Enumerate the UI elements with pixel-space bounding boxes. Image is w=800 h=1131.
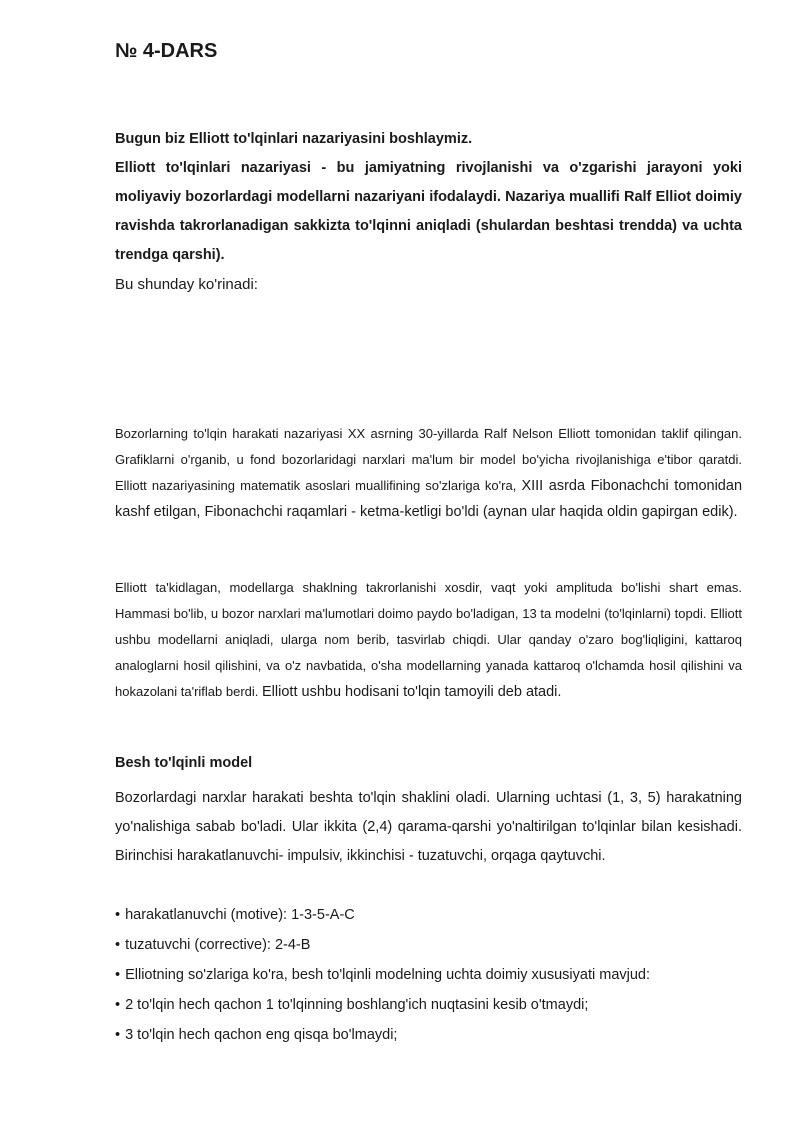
bullet-icon: • xyxy=(115,997,121,1013)
intro-block xyxy=(115,125,742,299)
theory-text-emphasis: XIII asrda Fibonachchi tomonidan kashf etilgan, Fibonachchi raqamlari - ketma-ketligi bo'ldi (aynan ular haqida oldin gapirgan edik). xyxy=(115,478,743,520)
intro-line-1: Bugun biz Elliott to'lqinlari nazariyasini boshlaymiz. xyxy=(115,131,473,147)
models-text-emphasis: Elliott ushbu hodisani to'lqin tamoyili deb atadi. xyxy=(262,684,562,700)
list-item-text: tuzatuvchi (corrective): 2-4-B xyxy=(125,937,311,953)
list-item-text: Elliotning so'zlariga ko'ra, besh to'lqinli modelning uchta doimiy xususiyati mavjud: xyxy=(125,967,651,983)
list-item xyxy=(115,990,742,1020)
bullet-icon: • xyxy=(115,907,121,923)
models-text: Elliott ta'kidlagan, modellarga shaklning takrorlanishi xosdir, vaqt yoki amplituda bo'lishi shart emas. Hammasi bo'lib, u bozor narxlari ma'lumotlari doimo paydo bo'ladigan, 13 ta modelni (to'lqinlarni) topdi. Elliott ushbu modellarni aniqladi, ularga nom berib, tasvirlab chiqdi. Ular qanday o'zaro bog'liqligini, kattaroq analoglarni hosil qilishini, va o'z navbatida, o'sha modellarning yanada kattaroq o'lchamda hosil qilishini va hokazolani ta'riflab berdi. xyxy=(115,580,742,699)
page-title: № 4-DARS xyxy=(115,40,218,62)
bullet-icon: • xyxy=(115,1027,121,1043)
list-item-text: 2 to'lqin hech qachon 1 to'lqinning boshlang'ich nuqtasini kesib o'tmaydi; xyxy=(125,997,589,1013)
list-item xyxy=(115,1020,742,1050)
section-heading: Besh to'lqinli model xyxy=(115,755,253,771)
theory-text: Bozorlarning to'lqin harakati nazariyasi XX asrning 30-yillarda Ralf Nelson Elliott tomonidan taklif qilingan. Grafiklarni o'rganib, u fond bozorlaridagi narxlari ma'lum bir model bo'yicha rivojlanishiga e'tibor qaratdi. Elliott nazariyasining matematik asoslari muallifining so'zlariga ko'ra, xyxy=(115,426,742,493)
bullet-list xyxy=(115,900,742,1050)
bullet-icon: • xyxy=(115,937,121,953)
list-item xyxy=(115,900,742,930)
models-paragraph xyxy=(115,575,742,705)
list-item xyxy=(115,960,742,990)
intro-line-3: Bu shunday ko'rinadi: xyxy=(115,276,258,293)
intro-line-2: Elliott to'lqinlari nazariyasi - bu jamiyatning rivojlanishi va o'zgarishi jarayoni yoki moliyaviy bozorlardagi modellarni nazariyani ifodalaydi. Nazariya muallifi Ralf Elliot doimiy ravishda takrorlanadigan sakkizta to'lqinni aniqladi (shulardan beshtasi trendda) va uchta trendga qarshi). xyxy=(115,160,742,263)
list-item-text: harakatlanuvchi (motive): 1-3-5-A-C xyxy=(125,907,355,923)
theory-paragraph xyxy=(115,421,742,525)
list-item-text: 3 to'lqin hech qachon eng qisqa bo'lmaydi; xyxy=(125,1027,398,1043)
bullet-icon: • xyxy=(115,967,121,983)
five-wave-paragraph: Bozorlardagi narxlar harakati beshta to'lqin shaklini oladi. Ularning uchtasi (1, 3, 5) harakatning yo'nalishiga sabab bo'ladi. Ular ikkita (2,4) qarama-qarshi yo'naltirilgan to'lqinlar bilan kesishadi. Birinchisi harakatlanuvchi- impulsiv, ikkinchisi - tuzatuvchi, orqaga qaytuvchi. xyxy=(115,790,742,864)
list-item xyxy=(115,930,742,960)
